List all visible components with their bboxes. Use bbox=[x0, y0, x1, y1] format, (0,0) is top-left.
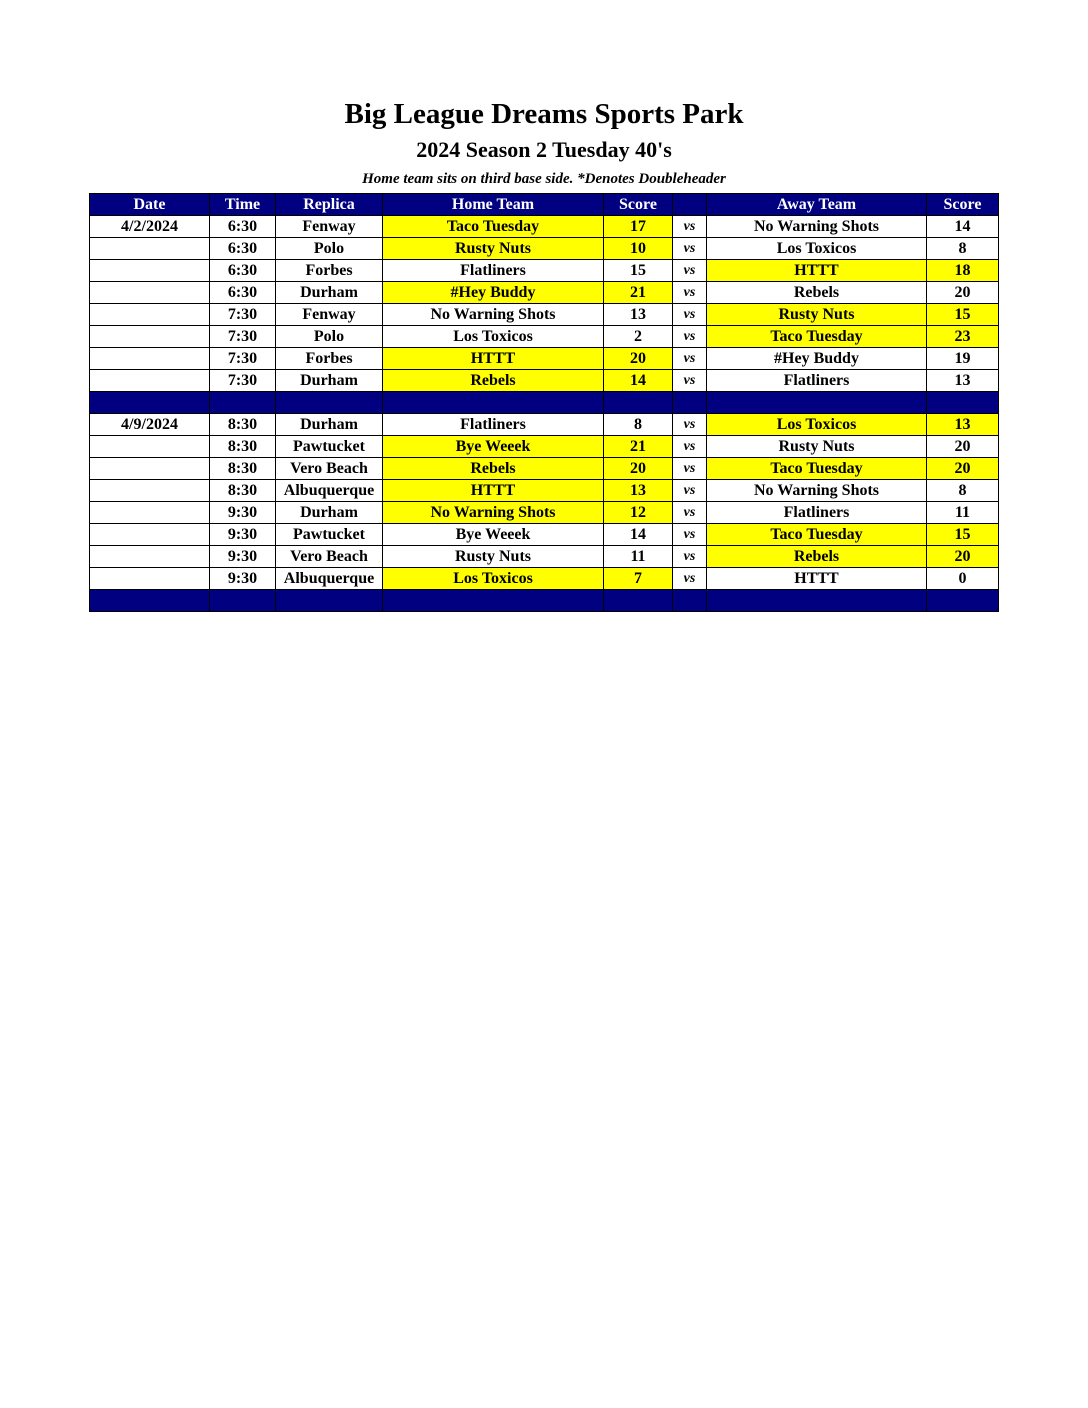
away-team-cell: Taco Tuesday bbox=[707, 458, 927, 480]
date-cell bbox=[90, 524, 210, 546]
home-team-cell: Taco Tuesday bbox=[383, 216, 604, 238]
time-cell: 6:30 bbox=[210, 260, 276, 282]
date-cell bbox=[90, 326, 210, 348]
replica-cell: Forbes bbox=[276, 260, 383, 282]
vs-cell: vs bbox=[673, 524, 707, 546]
time-cell: 7:30 bbox=[210, 326, 276, 348]
date-cell bbox=[90, 282, 210, 304]
replica-cell: Durham bbox=[276, 370, 383, 392]
home-team-cell: HTTT bbox=[383, 348, 604, 370]
separator-cell bbox=[673, 392, 707, 414]
schedule-body bbox=[90, 216, 999, 612]
away-score-cell: 20 bbox=[927, 458, 999, 480]
date-cell: 4/2/2024 bbox=[90, 216, 210, 238]
header-away-team: Away Team bbox=[707, 194, 927, 216]
away-score-cell: 20 bbox=[927, 436, 999, 458]
separator-cell bbox=[276, 590, 383, 612]
home-team-cell: Bye Weeek bbox=[383, 436, 604, 458]
vs-cell: vs bbox=[673, 436, 707, 458]
separator-row bbox=[90, 590, 999, 612]
time-cell: 8:30 bbox=[210, 414, 276, 436]
home-team-cell: Los Toxicos bbox=[383, 326, 604, 348]
vs-cell: vs bbox=[673, 458, 707, 480]
away-score-cell: 8 bbox=[927, 480, 999, 502]
separator-cell bbox=[90, 392, 210, 414]
away-team-cell: Flatliners bbox=[707, 502, 927, 524]
replica-cell: Albuquerque bbox=[276, 568, 383, 590]
replica-cell: Fenway bbox=[276, 304, 383, 326]
table-row bbox=[90, 546, 999, 568]
home-score-cell: 2 bbox=[604, 326, 673, 348]
table-row bbox=[90, 414, 999, 436]
away-score-cell: 8 bbox=[927, 238, 999, 260]
replica-cell: Durham bbox=[276, 414, 383, 436]
separator-cell bbox=[604, 392, 673, 414]
away-team-cell: Flatliners bbox=[707, 370, 927, 392]
replica-cell: Polo bbox=[276, 326, 383, 348]
replica-cell: Forbes bbox=[276, 348, 383, 370]
replica-cell: Polo bbox=[276, 238, 383, 260]
home-score-cell: 21 bbox=[604, 436, 673, 458]
separator-cell bbox=[707, 392, 927, 414]
date-cell bbox=[90, 260, 210, 282]
home-team-cell: Los Toxicos bbox=[383, 568, 604, 590]
replica-cell: Vero Beach bbox=[276, 546, 383, 568]
separator-cell bbox=[276, 392, 383, 414]
table-row bbox=[90, 238, 999, 260]
page-subtitle: 2024 Season 2 Tuesday 40's bbox=[416, 137, 672, 162]
header-away-score: Score bbox=[927, 194, 999, 216]
home-score-cell: 20 bbox=[604, 458, 673, 480]
replica-cell: Albuquerque bbox=[276, 480, 383, 502]
home-score-cell: 13 bbox=[604, 480, 673, 502]
vs-cell: vs bbox=[673, 568, 707, 590]
away-score-cell: 13 bbox=[927, 370, 999, 392]
table-row bbox=[90, 480, 999, 502]
home-team-cell: Flatliners bbox=[383, 260, 604, 282]
time-cell: 6:30 bbox=[210, 282, 276, 304]
vs-cell: vs bbox=[673, 282, 707, 304]
header-home-score: Score bbox=[604, 194, 673, 216]
page-title: Big League Dreams Sports Park bbox=[344, 98, 744, 130]
separator-cell bbox=[210, 392, 276, 414]
header-date: Date bbox=[90, 194, 210, 216]
home-team-cell: #Hey Buddy bbox=[383, 282, 604, 304]
vs-cell: vs bbox=[673, 546, 707, 568]
home-score-cell: 20 bbox=[604, 348, 673, 370]
time-cell: 9:30 bbox=[210, 524, 276, 546]
date-cell bbox=[90, 238, 210, 260]
away-score-cell: 15 bbox=[927, 304, 999, 326]
time-cell: 7:30 bbox=[210, 304, 276, 326]
home-score-cell: 14 bbox=[604, 524, 673, 546]
home-score-cell: 15 bbox=[604, 260, 673, 282]
separator-cell bbox=[383, 590, 604, 612]
time-cell: 9:30 bbox=[210, 568, 276, 590]
vs-cell: vs bbox=[673, 216, 707, 238]
away-score-cell: 14 bbox=[927, 216, 999, 238]
date-cell bbox=[90, 304, 210, 326]
table-row bbox=[90, 348, 999, 370]
replica-cell: Pawtucket bbox=[276, 436, 383, 458]
table-row bbox=[90, 326, 999, 348]
away-team-cell: Taco Tuesday bbox=[707, 524, 927, 546]
table-row bbox=[90, 458, 999, 480]
away-team-cell: HTTT bbox=[707, 260, 927, 282]
away-team-cell: No Warning Shots bbox=[707, 480, 927, 502]
vs-cell: vs bbox=[673, 238, 707, 260]
vs-cell: vs bbox=[673, 326, 707, 348]
date-cell bbox=[90, 348, 210, 370]
table-row bbox=[90, 568, 999, 590]
vs-cell: vs bbox=[673, 502, 707, 524]
away-team-cell: Taco Tuesday bbox=[707, 326, 927, 348]
header-home-team: Home Team bbox=[383, 194, 604, 216]
date-cell bbox=[90, 546, 210, 568]
table-row bbox=[90, 524, 999, 546]
home-team-cell: Rebels bbox=[383, 370, 604, 392]
home-score-cell: 8 bbox=[604, 414, 673, 436]
time-cell: 8:30 bbox=[210, 480, 276, 502]
separator-cell bbox=[673, 590, 707, 612]
date-cell bbox=[90, 458, 210, 480]
home-team-cell: Rusty Nuts bbox=[383, 238, 604, 260]
away-team-cell: HTTT bbox=[707, 568, 927, 590]
away-team-cell: #Hey Buddy bbox=[707, 348, 927, 370]
away-score-cell: 0 bbox=[927, 568, 999, 590]
separator-cell bbox=[90, 590, 210, 612]
home-team-cell: No Warning Shots bbox=[383, 304, 604, 326]
away-team-cell: No Warning Shots bbox=[707, 216, 927, 238]
away-team-cell: Rusty Nuts bbox=[707, 304, 927, 326]
vs-cell: vs bbox=[673, 260, 707, 282]
time-cell: 6:30 bbox=[210, 216, 276, 238]
home-team-cell: Flatliners bbox=[383, 414, 604, 436]
time-cell: 9:30 bbox=[210, 502, 276, 524]
vs-cell: vs bbox=[673, 370, 707, 392]
time-cell: 7:30 bbox=[210, 370, 276, 392]
time-cell: 7:30 bbox=[210, 348, 276, 370]
replica-cell: Vero Beach bbox=[276, 458, 383, 480]
home-team-cell: Rebels bbox=[383, 458, 604, 480]
home-score-cell: 17 bbox=[604, 216, 673, 238]
table-row bbox=[90, 370, 999, 392]
table-row bbox=[90, 260, 999, 282]
separator-cell bbox=[383, 392, 604, 414]
away-score-cell: 23 bbox=[927, 326, 999, 348]
vs-cell: vs bbox=[673, 304, 707, 326]
vs-cell: vs bbox=[673, 348, 707, 370]
home-score-cell: 21 bbox=[604, 282, 673, 304]
away-score-cell: 18 bbox=[927, 260, 999, 282]
date-cell bbox=[90, 502, 210, 524]
separator-cell bbox=[604, 590, 673, 612]
vs-cell: vs bbox=[673, 480, 707, 502]
date-cell bbox=[90, 480, 210, 502]
separator-cell bbox=[707, 590, 927, 612]
home-team-cell: No Warning Shots bbox=[383, 502, 604, 524]
home-score-cell: 7 bbox=[604, 568, 673, 590]
replica-cell: Pawtucket bbox=[276, 524, 383, 546]
separator-row bbox=[90, 392, 999, 414]
home-score-cell: 11 bbox=[604, 546, 673, 568]
away-score-cell: 13 bbox=[927, 414, 999, 436]
away-score-cell: 11 bbox=[927, 502, 999, 524]
away-team-cell: Rusty Nuts bbox=[707, 436, 927, 458]
separator-cell bbox=[927, 590, 999, 612]
header-time: Time bbox=[210, 194, 276, 216]
table-row bbox=[90, 436, 999, 458]
separator-cell bbox=[927, 392, 999, 414]
away-score-cell: 20 bbox=[927, 282, 999, 304]
home-score-cell: 10 bbox=[604, 238, 673, 260]
home-score-cell: 12 bbox=[604, 502, 673, 524]
separator-cell bbox=[210, 590, 276, 612]
schedule-note: Home team sits on third base side. *Denotes Doubleheader bbox=[362, 171, 726, 187]
replica-cell: Durham bbox=[276, 282, 383, 304]
time-cell: 8:30 bbox=[210, 436, 276, 458]
home-score-cell: 13 bbox=[604, 304, 673, 326]
time-cell: 9:30 bbox=[210, 546, 276, 568]
home-team-cell: Bye Weeek bbox=[383, 524, 604, 546]
replica-cell: Durham bbox=[276, 502, 383, 524]
table-row bbox=[90, 216, 999, 238]
date-cell bbox=[90, 436, 210, 458]
vs-cell: vs bbox=[673, 414, 707, 436]
away-score-cell: 19 bbox=[927, 348, 999, 370]
away-team-cell: Los Toxicos bbox=[707, 414, 927, 436]
table-row bbox=[90, 304, 999, 326]
home-team-cell: HTTT bbox=[383, 480, 604, 502]
schedule-table bbox=[89, 193, 999, 612]
header-row bbox=[90, 194, 999, 216]
away-team-cell: Los Toxicos bbox=[707, 238, 927, 260]
replica-cell: Fenway bbox=[276, 216, 383, 238]
away-score-cell: 15 bbox=[927, 524, 999, 546]
home-team-cell: Rusty Nuts bbox=[383, 546, 604, 568]
away-team-cell: Rebels bbox=[707, 546, 927, 568]
header-replica: Replica bbox=[276, 194, 383, 216]
date-cell bbox=[90, 370, 210, 392]
time-cell: 8:30 bbox=[210, 458, 276, 480]
table-row bbox=[90, 502, 999, 524]
table-row bbox=[90, 282, 999, 304]
away-team-cell: Rebels bbox=[707, 282, 927, 304]
away-score-cell: 20 bbox=[927, 546, 999, 568]
header-vs bbox=[673, 194, 707, 216]
home-score-cell: 14 bbox=[604, 370, 673, 392]
time-cell: 6:30 bbox=[210, 238, 276, 260]
date-cell bbox=[90, 568, 210, 590]
date-cell: 4/9/2024 bbox=[90, 414, 210, 436]
